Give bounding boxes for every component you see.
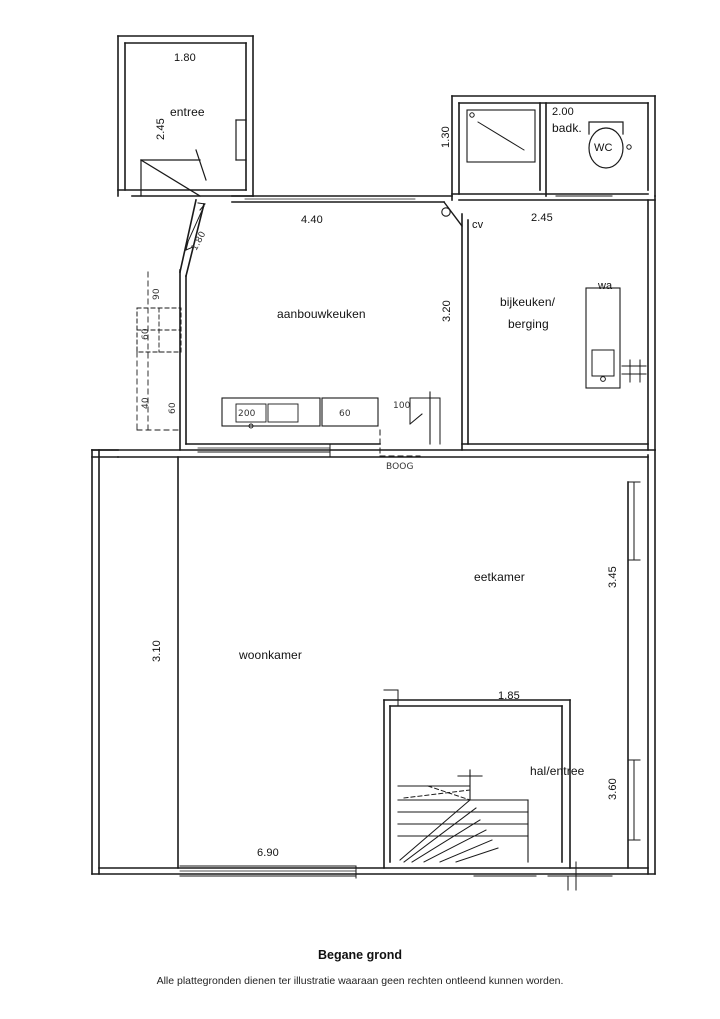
room-label-eetkamer: eetkamer [474, 570, 525, 584]
dim-keuken-breedte: 4.40 [301, 214, 323, 226]
dim-badkamer-diepte: 1.30 [440, 126, 452, 148]
room-label-bijkeuken-line1: bijkeuken/ [500, 295, 556, 309]
dim-entree-diepte: 2.45 [155, 118, 167, 140]
room-label-wc: WC [594, 142, 613, 154]
note-boog: BOOG [386, 462, 414, 472]
dim-eetkamer-diepte: 3.45 [607, 566, 619, 588]
note-meterkast-40: 40 [141, 397, 151, 409]
dim-hal-breedte-visible: 1.85 [498, 690, 520, 702]
note-diagonal-180: 1.80 [190, 229, 209, 253]
plan-title: Begane grond [317, 948, 403, 962]
note-meterkast-60: 60 [141, 328, 151, 340]
dim-entree-breedte: 1.80 [174, 52, 196, 64]
room-label-entree: entree [170, 105, 205, 119]
dim-badkamer-breedte: 2.00 [552, 106, 574, 118]
room-label-aanbouwkeuken: aanbouwkeuken [277, 307, 366, 321]
room-label-badkamer: badk. [552, 121, 582, 135]
dim-bijkeuken-diepte: 3.20 [441, 300, 453, 322]
note-kast-60b: 60 [339, 409, 351, 419]
note-kast-200: 200 [238, 409, 256, 419]
room-label-woonkamer: woonkamer [239, 648, 302, 662]
dim-bijkeuken-breedte: 2.45 [531, 212, 553, 224]
dim-hal-diepte: 3.60 [607, 778, 619, 800]
note-kast-100: 100 [393, 401, 411, 411]
dim-woonkamer-breedte: 6.90 [257, 847, 279, 859]
plan-disclaimer: Alle plattegronden dienen ter illustratie waaraan geen rechten ontleend kunnen worden. [156, 975, 564, 987]
note-meterkast-90: 90 [152, 288, 162, 300]
room-label-wasmachine: wa [598, 280, 613, 292]
dim-woonkamer-diepte: 3.10 [151, 640, 163, 662]
note-kast-60: 60 [168, 402, 178, 414]
room-label-cv: cv [472, 219, 484, 231]
room-label-hal-entree: hal/entree [530, 764, 585, 778]
room-label-bijkeuken-line2: berging [508, 317, 549, 331]
